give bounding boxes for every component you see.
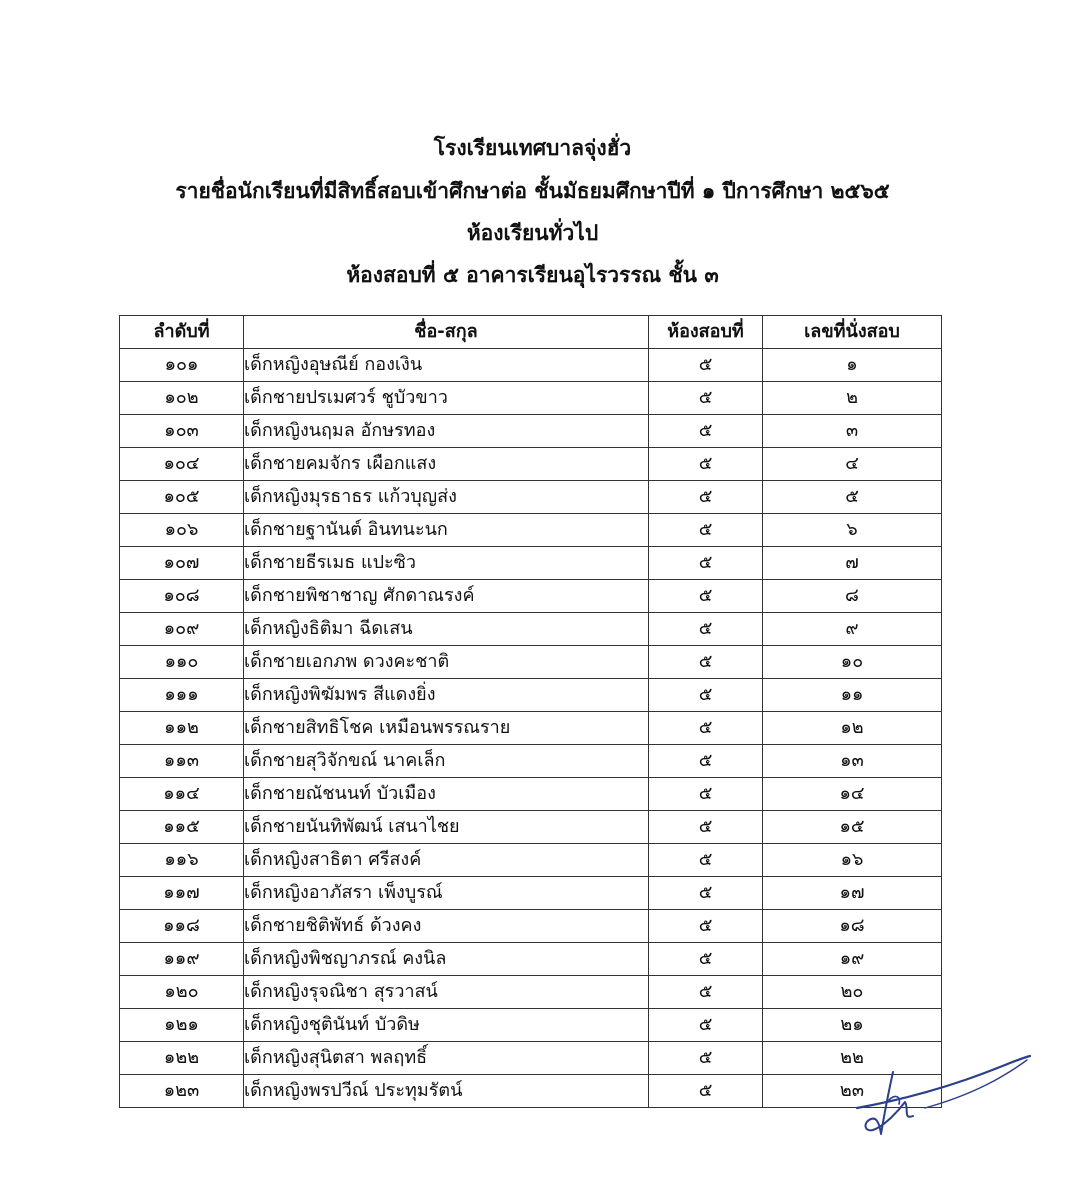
row-seat-number: ๑๙ — [763, 943, 942, 976]
row-exam-room: ๕ — [649, 976, 763, 1009]
row-order-number: ๑๒๓ — [120, 1075, 244, 1108]
row-order-number: ๑๑๓ — [120, 745, 244, 778]
table-body — [120, 349, 942, 1108]
row-exam-room: ๕ — [649, 613, 763, 646]
row-exam-room: ๕ — [649, 580, 763, 613]
row-exam-room: ๕ — [649, 448, 763, 481]
row-exam-room: ๕ — [649, 745, 763, 778]
row-student-name: เด็กหญิงนฤมล อักษรทอง — [244, 415, 649, 448]
row-seat-number: ๓ — [763, 415, 942, 448]
row-student-name: เด็กหญิงพิฆัมพร สีแดงยิ่ง — [244, 679, 649, 712]
school-name: โรงเรียนเทศบาลจุ่งฮั่ว — [433, 136, 632, 160]
table-row — [120, 745, 942, 778]
table-row — [120, 811, 942, 844]
row-seat-number: ๑๒ — [763, 712, 942, 745]
row-seat-number: ๑ — [763, 349, 942, 382]
row-student-name: เด็กชายเอกภพ ดวงคะชาติ — [244, 646, 649, 679]
row-order-number: ๑๐๑ — [120, 349, 244, 382]
row-seat-number: ๕ — [763, 481, 942, 514]
document-title: รายชื่อนักเรียนที่มีสิทธิ์สอบเข้าศึกษาต่อ ชั้นมัธยมศึกษาปีที่ ๑ ปีการศึกษา ๒๕๖๕ — [175, 179, 890, 203]
row-student-name: เด็กชายปรเมศวร์ ชูบัวขาว — [244, 382, 649, 415]
row-seat-number: ๘ — [763, 580, 942, 613]
row-exam-room: ๕ — [649, 811, 763, 844]
student-roster-table — [119, 315, 942, 1108]
row-student-name: เด็กหญิงธิติมา ฉีดเสน — [244, 613, 649, 646]
row-order-number: ๑๑๘ — [120, 910, 244, 943]
row-order-number: ๑๑๗ — [120, 877, 244, 910]
row-seat-number: ๙ — [763, 613, 942, 646]
row-seat-number: ๒๑ — [763, 1009, 942, 1042]
table-row — [120, 448, 942, 481]
row-order-number: ๑๐๒ — [120, 382, 244, 415]
row-student-name: เด็กชายสุวิจักขณ์ นาคเล็ก — [244, 745, 649, 778]
row-order-number: ๑๑๑ — [120, 679, 244, 712]
row-order-number: ๑๑๐ — [120, 646, 244, 679]
table-row — [120, 415, 942, 448]
table-row — [120, 382, 942, 415]
table-row — [120, 1042, 942, 1075]
row-exam-room: ๕ — [649, 349, 763, 382]
row-exam-room: ๕ — [649, 943, 763, 976]
row-student-name: เด็กชายพิชาชาญ ศักดาณรงค์ — [244, 580, 649, 613]
row-student-name: เด็กหญิงสุนิตสา พลฤทธิ์ — [244, 1042, 649, 1075]
signature — [855, 1050, 1035, 1140]
table-row — [120, 580, 942, 613]
row-exam-room: ๕ — [649, 778, 763, 811]
table-row — [120, 910, 942, 943]
table-row — [120, 547, 942, 580]
row-student-name: เด็กชายณัชนนท์ บัวเมือง — [244, 778, 649, 811]
row-order-number: ๑๐๖ — [120, 514, 244, 547]
row-exam-room: ๕ — [649, 382, 763, 415]
row-student-name: เด็กหญิงอาภัสรา เพ็งบูรณ์ — [244, 877, 649, 910]
row-student-name: เด็กชายธีรเมธ แปะซิว — [244, 547, 649, 580]
row-student-name: เด็กชายคมจักร เผือกแสง — [244, 448, 649, 481]
row-order-number: ๑๑๙ — [120, 943, 244, 976]
table-row — [120, 877, 942, 910]
row-exam-room: ๕ — [649, 877, 763, 910]
column-header-seat: เลขที่นั่งสอบ — [763, 316, 942, 349]
row-seat-number: ๒๐ — [763, 976, 942, 1009]
exam-room-info: ห้องสอบที่ ๕ อาคารเรียนอุไรวรรณ ชั้น ๓ — [346, 263, 719, 287]
table-row — [120, 613, 942, 646]
row-seat-number: ๑๑ — [763, 679, 942, 712]
row-order-number: ๑๐๗ — [120, 547, 244, 580]
row-seat-number: ๑๖ — [763, 844, 942, 877]
row-order-number: ๑๑๖ — [120, 844, 244, 877]
row-seat-number: ๑๘ — [763, 910, 942, 943]
row-exam-room: ๕ — [649, 712, 763, 745]
column-header-name: ชื่อ-สกุล — [244, 316, 649, 349]
row-seat-number: ๑๗ — [763, 877, 942, 910]
row-order-number: ๑๑๒ — [120, 712, 244, 745]
row-order-number: ๑๒๐ — [120, 976, 244, 1009]
row-student-name: เด็กชายชิติพัทธ์ ด้วงคง — [244, 910, 649, 943]
table-row — [120, 844, 942, 877]
row-exam-room: ๕ — [649, 679, 763, 712]
table-row — [120, 1075, 942, 1108]
row-seat-number: ๒๓ — [763, 1075, 942, 1108]
table-row — [120, 778, 942, 811]
table-row — [120, 679, 942, 712]
row-order-number: ๑๐๘ — [120, 580, 244, 613]
row-order-number: ๑๑๔ — [120, 778, 244, 811]
table-row — [120, 514, 942, 547]
row-student-name: เด็กชายนันทิพัฒน์ เสนาไชย — [244, 811, 649, 844]
row-student-name: เด็กหญิงรุจณิชา สุรวาสน์ — [244, 976, 649, 1009]
table-row — [120, 976, 942, 1009]
row-seat-number: ๒ — [763, 382, 942, 415]
row-seat-number: ๑๔ — [763, 778, 942, 811]
row-seat-number: ๔ — [763, 448, 942, 481]
row-order-number: ๑๒๒ — [120, 1042, 244, 1075]
table-row — [120, 349, 942, 382]
program-name: ห้องเรียนทั่วไป — [466, 221, 599, 245]
row-student-name: เด็กชายฐานันต์ อินทนะนก — [244, 514, 649, 547]
table-row — [120, 1009, 942, 1042]
row-exam-room: ๕ — [649, 481, 763, 514]
column-header-order: ลำดับที่ — [120, 316, 244, 349]
table-row — [120, 712, 942, 745]
row-seat-number: ๑๐ — [763, 646, 942, 679]
row-exam-room: ๕ — [649, 1075, 763, 1108]
table-header-row — [120, 316, 942, 349]
row-exam-room: ๕ — [649, 415, 763, 448]
row-exam-room: ๕ — [649, 1042, 763, 1075]
row-student-name: เด็กหญิงพรปวีณ์ ประทุมรัตน์ — [244, 1075, 649, 1108]
row-student-name: เด็กหญิงพิชญาภรณ์ คงนิล — [244, 943, 649, 976]
table-row — [120, 481, 942, 514]
row-exam-room: ๕ — [649, 910, 763, 943]
row-exam-room: ๕ — [649, 844, 763, 877]
row-order-number: ๑๐๔ — [120, 448, 244, 481]
row-order-number: ๑๑๕ — [120, 811, 244, 844]
row-student-name: เด็กหญิงสาธิตา ศรีสงค์ — [244, 844, 649, 877]
table-row — [120, 646, 942, 679]
row-exam-room: ๕ — [649, 514, 763, 547]
row-student-name: เด็กหญิงอุษณีย์ กองเงิน — [244, 349, 649, 382]
row-exam-room: ๕ — [649, 646, 763, 679]
row-seat-number: ๑๕ — [763, 811, 942, 844]
row-student-name: เด็กชายสิทธิโชค เหมือนพรรณราย — [244, 712, 649, 745]
row-seat-number: ๒๒ — [763, 1042, 942, 1075]
row-student-name: เด็กหญิงมุรธาธร แก้วบุญส่ง — [244, 481, 649, 514]
table-row — [120, 943, 942, 976]
row-student-name: เด็กหญิงชุตินันท์ บัวดิษ — [244, 1009, 649, 1042]
row-exam-room: ๕ — [649, 547, 763, 580]
column-header-room: ห้องสอบที่ — [649, 316, 763, 349]
row-seat-number: ๗ — [763, 547, 942, 580]
row-seat-number: ๖ — [763, 514, 942, 547]
row-exam-room: ๕ — [649, 1009, 763, 1042]
row-order-number: ๑๐๓ — [120, 415, 244, 448]
row-order-number: ๑๐๙ — [120, 613, 244, 646]
row-order-number: ๑๐๕ — [120, 481, 244, 514]
row-seat-number: ๑๓ — [763, 745, 942, 778]
row-order-number: ๑๒๑ — [120, 1009, 244, 1042]
